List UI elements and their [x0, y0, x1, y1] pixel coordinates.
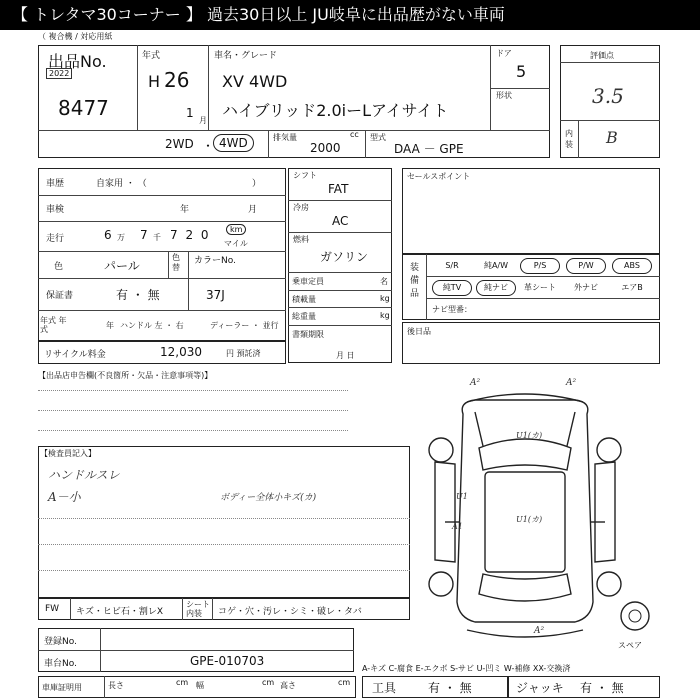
warranty-value: 有 ・ 無: [116, 288, 160, 302]
seat-label: シート内装: [186, 600, 210, 618]
jack-value: 有 ・ 無: [580, 681, 624, 695]
score-value: 3.5: [592, 84, 624, 108]
equip-item: 外ナビ: [574, 283, 598, 292]
page-banner: 【 トレタマ30コーナー 】 過去30日以上 JU岐阜に出品歴がない車両: [0, 0, 700, 30]
mileage-sen-unit: 千: [153, 233, 161, 242]
equip-item: 純TV: [432, 280, 472, 296]
arrival-frame: [402, 322, 660, 364]
mark-left: U1: [456, 492, 468, 501]
lot-number: 8477: [58, 96, 109, 120]
displacement-unit: cc: [350, 130, 359, 139]
chassis-value: GPE-010703: [190, 654, 265, 668]
warranty-label: 保証書: [46, 291, 74, 301]
color-value: パール: [104, 259, 140, 273]
inspector-line2: A－小: [48, 490, 81, 504]
dealer-label: ディーラー ・ 並行: [210, 321, 279, 330]
fw-value: キズ・ヒビ石・割レX: [76, 607, 163, 617]
mileage-unit-km: km: [226, 224, 246, 235]
shape-label: 形状: [496, 91, 512, 100]
gross-label: 総重量: [292, 312, 316, 321]
lot-year-tag: 2022: [46, 68, 72, 79]
equip-item: エアB: [621, 283, 643, 292]
mileage-unit-mile: マイル: [224, 239, 248, 248]
door-label: ドア: [496, 49, 512, 58]
lot-label: 出品No.: [48, 52, 107, 71]
recycle-label: リサイクル料金: [44, 350, 106, 360]
drive-sep: ・: [202, 139, 215, 153]
dim-length-unit: cm: [176, 678, 189, 687]
shift-value: FAT: [328, 182, 349, 196]
door-value: 5: [516, 62, 527, 81]
fuel-value: ガソリン: [320, 250, 369, 264]
year-month: 1: [186, 106, 194, 120]
ac-value: AC: [332, 214, 349, 228]
equip-label: 装備品: [410, 263, 420, 299]
color-change-label: 色替: [172, 253, 180, 272]
equip-item: 革シート: [524, 283, 556, 292]
recycle-value: 12,030: [160, 345, 202, 359]
equip-item: 純ナビ: [476, 280, 516, 296]
cert-label: 車庫証明用: [42, 683, 82, 692]
equip-item: P/W: [566, 258, 606, 274]
mileage-man-unit: 万: [117, 233, 125, 242]
sub-note: （ 複合機 / 対応用紙: [38, 32, 113, 41]
seat-value: コゲ・穴・汚レ・シミ・破レ・タバ: [218, 607, 362, 617]
history-close: ）: [252, 179, 262, 189]
chassis-label: 車台No.: [44, 659, 77, 669]
details-frame: [38, 168, 286, 341]
mark-rear: A²: [534, 626, 545, 636]
mileage-sen: 7: [140, 228, 148, 242]
fuel-label: 燃料: [293, 235, 309, 244]
color-label: 色: [54, 262, 64, 272]
jack-label: ジャッキ: [516, 681, 564, 695]
drive-2wd: 2WD: [165, 137, 194, 151]
equip-item: S/R: [445, 261, 459, 270]
navi-model-label: ナビ型番：: [432, 305, 472, 314]
inspection-label: 車検: [46, 205, 65, 215]
year-month-unit: 月: [199, 116, 207, 125]
capacity-label: 乗車定員: [292, 277, 324, 286]
exhibitor-label: 【出品店申告欄(不良箇所・欠品・注意事項等)】: [38, 371, 213, 380]
load-label: 積載量: [292, 295, 316, 304]
inspection-year: 年: [180, 205, 190, 215]
mileage-man: 6: [104, 228, 112, 242]
mark-a2-front-right: A²: [566, 378, 577, 388]
tools-value: 有 ・ 無: [428, 681, 472, 695]
interior-label: 内装: [565, 129, 573, 149]
mark-a1: A1: [452, 522, 463, 531]
name-label: 車名・グレード: [214, 51, 278, 61]
history-label: 車歴: [46, 179, 65, 189]
displacement-label: 排気量: [273, 133, 297, 142]
damage-legend: A-キズ C-腐食 E-エクボ S-サビ U-凹ミ W-補修 XX-交換済: [362, 664, 571, 673]
recycle-unit: 円 預託済: [226, 349, 261, 358]
capacity-unit: 名: [380, 277, 388, 286]
year-value: 26: [164, 68, 190, 92]
dim-height: 高さ: [280, 681, 296, 690]
mark-a2-front-left: A²: [470, 378, 481, 388]
car-name: XV 4WD: [222, 72, 288, 91]
displacement-value: 2000: [310, 141, 341, 155]
equip-item: 純A/W: [483, 261, 509, 270]
mileage-label: 走行: [46, 234, 65, 244]
dim-width: 幅: [196, 681, 204, 690]
inspector-line1: ハンドルスレ: [48, 468, 120, 482]
ac-label: 冷房: [293, 203, 309, 212]
history-value: 自家用 ・ （: [96, 179, 147, 189]
dim-length: 長さ: [108, 681, 124, 690]
inspector-label: 【検査員記入】: [40, 449, 96, 458]
inspector-line3: ボディー全体小キズ(カ): [220, 493, 317, 503]
fw-label: FW: [45, 604, 60, 614]
equip-item: ABS: [612, 258, 652, 274]
model-year-unit: 年: [106, 321, 114, 330]
reg-label: 登録No.: [44, 637, 77, 647]
dim-width-unit: cm: [262, 678, 275, 687]
model-label: 型式: [370, 133, 386, 142]
inspection-month: 月: [248, 205, 258, 215]
score-label: 評価点: [590, 51, 614, 60]
drive-4wd: 4WD: [213, 134, 254, 152]
shift-label: シフト: [293, 171, 317, 180]
mark-center: U1(カ): [516, 515, 543, 524]
color-no-label: カラーNo.: [194, 256, 236, 266]
tools-label: 工具: [372, 681, 397, 695]
equip-item: P/S: [520, 258, 560, 274]
model-value: DAA － GPE: [394, 142, 464, 156]
load-unit: kg: [380, 294, 390, 303]
year-era: H: [148, 72, 161, 91]
dim-height-unit: cm: [338, 678, 351, 687]
car-grade: ハイブリッド2.0iーLアイサイト: [222, 101, 449, 120]
handle-label: ハンドル 左 ・ 右: [120, 321, 184, 330]
spare-label: スペア: [618, 641, 642, 650]
gross-unit: kg: [380, 311, 390, 320]
mark-roof: U1(カ): [516, 431, 543, 440]
docs-label: 書類期限: [292, 330, 324, 339]
color-no-value: 37J: [206, 288, 225, 302]
arrival-label: 後日品: [407, 327, 431, 336]
docs-unit: 月 日: [336, 351, 355, 360]
mileage-rest: 7 2 0: [170, 228, 211, 242]
model-year-label: 年式 年式: [40, 316, 67, 334]
sales-label: セールスポイント: [407, 172, 471, 181]
interior-value: B: [606, 128, 618, 147]
year-label: 年式: [142, 51, 161, 61]
